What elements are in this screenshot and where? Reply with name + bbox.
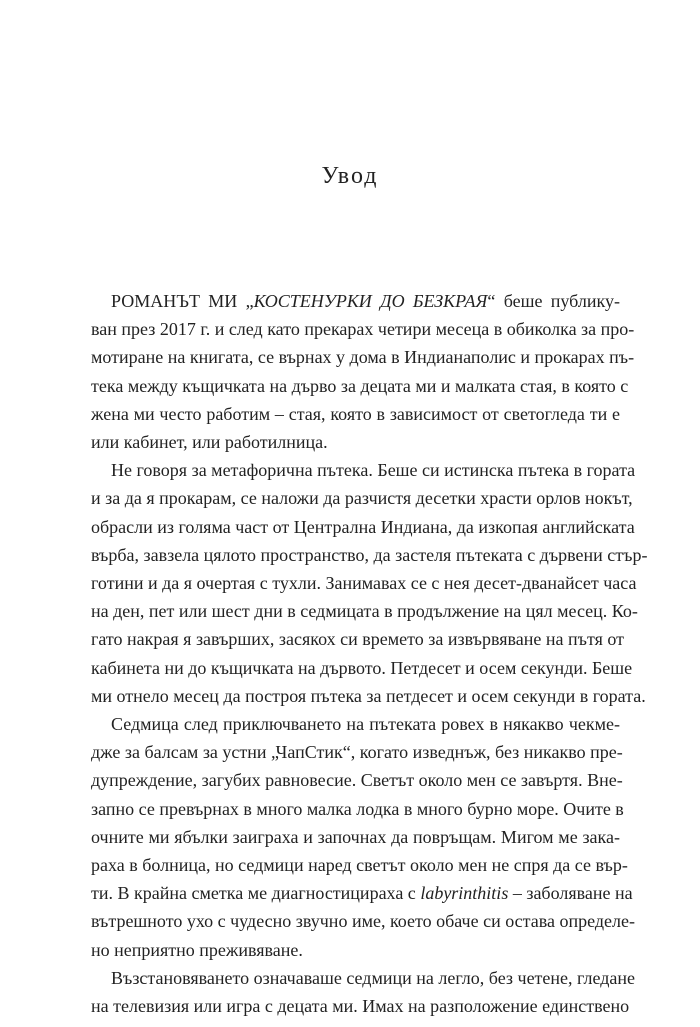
paragraph-4 — [91, 964, 636, 1020]
text-line: и за да я прокарам, се наложи да разчистя десетки храсти орлов нокът, — [91, 488, 633, 509]
text-line: раха в болница, но седмици наред светът около мен не спря да се вър- — [91, 855, 628, 876]
text-line: мотиране на книгата, се върнах у дома в Индианаполис и прокарах пъ- — [91, 347, 635, 368]
book-title-italic: КОСТЕНУРКИ ДО БЕЗКРАЯ — [253, 291, 488, 311]
text-line: или кабинет, или работилница. — [91, 432, 328, 453]
text-line: но неприятно преживяване. — [91, 939, 303, 960]
text-line: Възстановяването означаваше седмици на легло, без четене, гледане — [111, 967, 636, 988]
text-line: върба, завзела цялото пространство, да застеля пътеката с дървени стър- — [91, 544, 648, 565]
text-line: ван през 2017 г. и след като прекарах четири месеца в обиколка за про- — [91, 319, 635, 340]
text-line: ми отнело месец да построя пътека за петдесет и осем секунди в гората. — [91, 685, 646, 706]
text-line: жена ми често работим – стая, която в зависимост от светогледа ти е — [91, 403, 620, 424]
text-line: обрасли из голяма част от Централна Индиана, да изкопая английската — [91, 516, 635, 537]
text-line: очните ми ябълки заиграха и започнах да повръщам. Мигом ме зака- — [91, 826, 620, 847]
text-run: “ беше публику- — [487, 291, 620, 311]
paragraph-3 — [91, 710, 635, 964]
paragraph-2 — [91, 456, 648, 710]
text-line: запно се превърнах в много малка лодка в много бурно море. Очите в — [91, 798, 624, 819]
text-line: кабинета ни до къщичката на дървото. Петдесет и осем секунди. Беше — [91, 657, 633, 678]
text-line: вътрешното ухо с чудесно звучно име, което обаче си остава определе- — [91, 911, 635, 932]
diagnosis-term-italic: labyrinthitis — [420, 883, 509, 904]
text-run: – заболяване на — [508, 883, 633, 904]
text-run: РОМАНЪТ МИ „ — [111, 291, 254, 311]
text-line: тека между къщичката на дърво за децата ми и малката стая, в която с — [91, 375, 629, 396]
text-line: на ден, пет или шест дни в седмицата в продължение на цял месец. Ко- — [91, 601, 638, 622]
text-line: готини и да я очертая с тухли. Занимавах се с нея десет-дванайсет часа — [91, 573, 637, 594]
paragraph-1 — [91, 287, 635, 456]
text-line — [91, 879, 633, 907]
body-text — [91, 287, 648, 1020]
text-run: ти. В крайна сметка ме диагностицираха с — [91, 883, 421, 904]
text-line: Седмица след приключването на пътеката ровех в някакво чекме- — [111, 714, 620, 735]
text-line: дупреждение, загубих равновесие. Светът около мен се завъртя. Вне- — [91, 770, 623, 791]
text-line: на телевизия или игра с децата ми. Имах на разположение единствено — [91, 996, 630, 1017]
text-line — [91, 287, 620, 315]
chapter-title: Увод — [321, 163, 379, 189]
text-line: гато накрая я завърших, засякох си времето за извървяване на пътя от — [91, 629, 624, 650]
text-line: дже за балсам за устни „ЧапСтик“, когато изведнъж, без никакво пре- — [91, 742, 623, 763]
text-line: Не говоря за метафорична пътека. Беше си истинска пътека в гората — [111, 460, 636, 481]
